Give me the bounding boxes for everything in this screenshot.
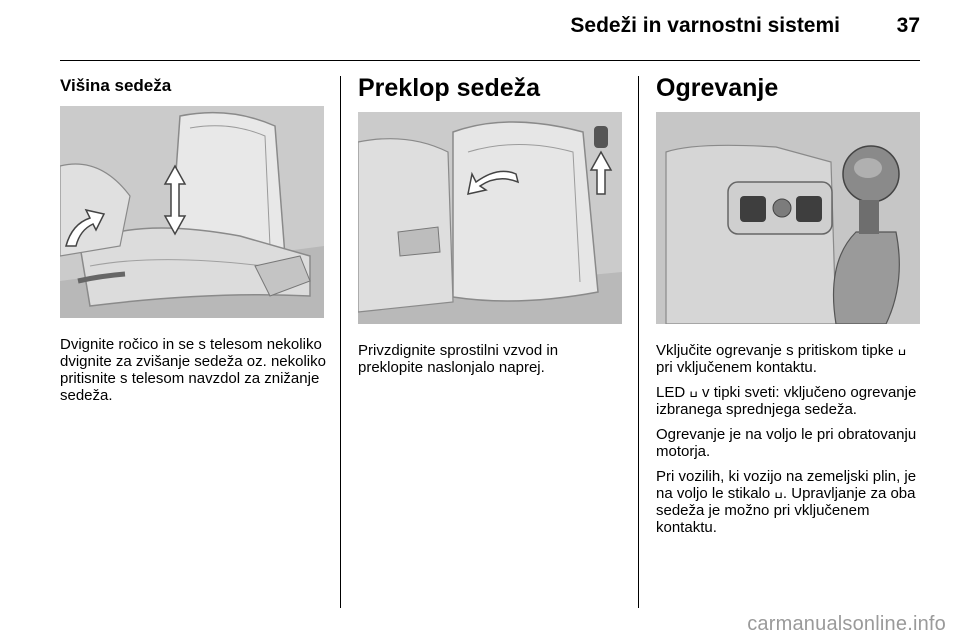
text-run: v tipki sveti: vključeno ogrevanje izbranega sprednjega sedeža.: [656, 384, 917, 418]
text-run: Vključite ogrevanje s pritiskom tipke: [656, 342, 898, 359]
text-run: Pri vozilih, ki vozijo na zemeljski plin, je na voljo le stikalo: [656, 468, 917, 502]
heating-paragraph-4: [656, 468, 922, 536]
section-seat-height: [60, 70, 326, 404]
seat-height-text: Dvignite ročico in se s telesom nekoliko dvignite za zvišanje sedeža oz. nekoliko pritisnite s telesom navzdol za znižanje sedeža.: [60, 336, 326, 404]
seat-fold-text: Privzdignite sprostilni vzvod in preklopite naslonjalo naprej.: [358, 342, 559, 376]
watermark: carmanualsonline.info: [747, 613, 946, 635]
seat-heating-icon: ߎ: [774, 486, 783, 501]
section-heading: Preklop sedeža: [358, 74, 541, 102]
text-run: pri vključenem kontaktu.: [656, 359, 817, 376]
seat-fold-illustration: [358, 112, 622, 324]
seat-heating-icon: ߎ: [689, 385, 698, 400]
heating-paragraph-3: Ogrevanje je na voljo le pri obratovanju motorja.: [656, 426, 917, 460]
heating-paragraph-1: [656, 342, 922, 376]
seat-fold-figure: [358, 112, 622, 324]
heating-text: [656, 342, 922, 536]
column-divider-2: [638, 76, 639, 608]
section-heading: Višina sedeža: [60, 76, 172, 95]
header-rule: [60, 60, 920, 61]
text-run: LED: [656, 384, 690, 401]
page-number: 37: [896, 14, 920, 37]
seat-heating-icon: ߎ: [897, 343, 907, 358]
column-divider-1: [340, 76, 341, 608]
text-run: . Upravljanje za oba sedeža je možno pri vključenem kontaktu.: [656, 485, 916, 536]
chapter-title: Sedeži in varnostni sistemi: [570, 14, 840, 37]
section-seat-fold: [358, 70, 624, 376]
section-heating: [656, 70, 922, 544]
seat-heating-illustration: [656, 112, 920, 324]
section-heading: Ogrevanje: [656, 74, 779, 102]
heating-paragraph-2: [656, 384, 922, 418]
seat-heating-figure: [656, 112, 920, 324]
seat-height-illustration: [60, 106, 324, 318]
page-header: [60, 0, 920, 62]
seat-height-figure: [60, 106, 324, 318]
